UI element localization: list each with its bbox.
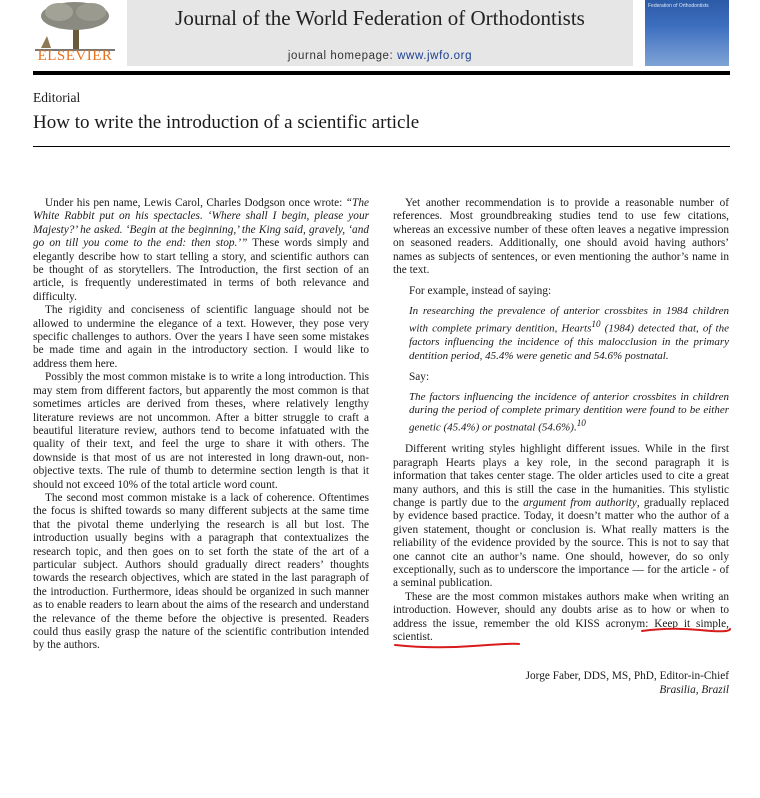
left-column [33,197,369,653]
journal-title: Journal of the World Federation of Orthodontists [175,6,585,30]
argument-from-authority: argument from authority [523,497,637,510]
paragraph-5: Yet another recommendation is to provide a reasonable number of references. Most groundbreaking studies tend to use few citations, whereas an excessive number of these often leaves a negative impression on seasoned readers. Additionally, one should avoid having authors’ names as subjects of sentences, or even mentioning the author’s name in the text. [393,197,729,277]
elsevier-logo [33,0,117,66]
title-rule [33,146,730,147]
example-1-text: In researching the prevalence of anterior crossbites in 1984 children with complete primary dentition, Hearts [409,304,729,335]
say-label: Say: [409,371,430,384]
publisher-wordmark: ELSEVIER [37,48,113,64]
paragraph-1 [33,197,369,304]
example-2 [393,391,729,436]
paragraph-3: Possibly the most common mistake is to write a long introduction. This may stem from different factors, but apparently the most common is that sometimes articles are derived from theses, where relatively lengthy literature reviews are not uncommon. After a bitter struggle to craft a beautiful literature review, authors tend to become infatuated with the quality of their text, and feel the urge to share it with others. The downside is that most of us are not interested in long drawn-out, non-objective texts. The rule of thumb to determine section length is that it should not exceed 10% of the total article word count. [33,371,369,491]
cover-caption: Federation of Orthodontists [648,3,709,9]
elsevier-tree-icon [33,0,117,52]
example-1-text-end: (1984) detected that, of the factors influencing the incidence of this malocclusion in the primary dentition period, 45.4% were genetic and 54.6% postnatal. [409,322,729,362]
section-label: Editorial [33,90,81,105]
paragraph-1-text: Under his pen name, Lewis Carol, Charles Dodgson once wrote: [45,197,346,209]
signature-location: Brasilia, Brazil [659,684,729,696]
paragraph-6-text-end: , gradually replaced by evidence based practice. Today, it doesn’t matter who the author of a given statement, thought or conclusion is. What really matters is the reliability of the evidence provided by the source. This is not to say that one cannot cite an author’s name. One should, however, do so only exceptionally, such as to underscore the importance — for the article - of a seminal publication. [393,497,730,590]
keep-it-simple-underline-annotation [393,637,523,651]
paragraph-6 [393,443,729,590]
paragraph-7: These are the most common mistakes authors make when writing an introduction. However, should any doubts arise as to how or when to address the issue, remember the old KISS acronym: Keep it simple, scientist. [393,590,729,644]
citation-superscript-2: 10 [576,418,586,429]
signature-block [393,669,729,697]
kiss-underline-annotation [640,624,732,636]
example-lead: For example, instead of saying: [409,285,552,298]
carroll-quote: “The White Rabbit put on his spectacles. ‘Where shall I begin, please your Majesty?’ he asked. ‘Begin at the beginning,’ the King said, gravely, ‘and go on till you come to the end: then stop.’” [33,197,369,250]
paragraph-4: The second most common mistake is a lack of coherence. Oftentimes the focus is shifted towards so many different subjects at the same time that the pivotal theme underlying the research is all but lost. The introduction usually begins with a paragraph that contextualizes the research topic, and then goes on to set forth the state of the art of a particular subject. Authors should gradually direct readers’ thoughts towards the research objectives, which are stated in the last paragraph of the introduction. Furthermore, ideas should be organized in such manner as to enable readers to learn about the aims of the research and understand the relevance of the theme before the objective is presented. Readers could thus easily grasp the nature of the scientific contribution intended by the authors. [33,491,369,652]
paragraph-6-text: Different writing styles highlight different issues. While in the first paragraph Hearts plays a key role, in the second paragraph it is information that takes center stage. The older articles used to cite a great many authors, and this is still the case in the humanities. This stylistic change is partly due to the [393,443,729,510]
citation-superscript: 10 [591,319,601,330]
article-title: How to write the introduction of a scientific article [33,112,420,133]
journal-cover-thumbnail [645,0,729,66]
homepage-link[interactable]: www.jwfo.org [397,50,473,62]
example-2-text: The factors influencing the incidence of anterior crossbites in children during the period of complete primary dentition were found to be either genetic (45.4%) or postnatal (54.6%). [409,390,729,434]
journal-homepage [127,50,633,62]
header-rule [33,71,730,75]
paragraph-1-text-end: These words simply and elegantly describe how to start telling a story, and scientific authors can be thought of as storytellers. The Introduction, the first section of an article, is frequently underestimated in terms of both relevance and difficulty. [33,237,369,303]
paragraph-2: The rigidity and conciseness of scientific language should not be allowed to undermine the elegance of a text. However, they pose very specific challenges to authors. Over the years I have seen some mistakes be made time and again in the introductory section. I would like to address them here. [33,304,369,370]
right-column [393,197,729,645]
homepage-label: journal homepage: [287,50,398,62]
signature-author: Jorge Faber, DDS, MS, PhD, Editor-in-Chief [525,670,729,682]
example-1 [393,305,729,363]
